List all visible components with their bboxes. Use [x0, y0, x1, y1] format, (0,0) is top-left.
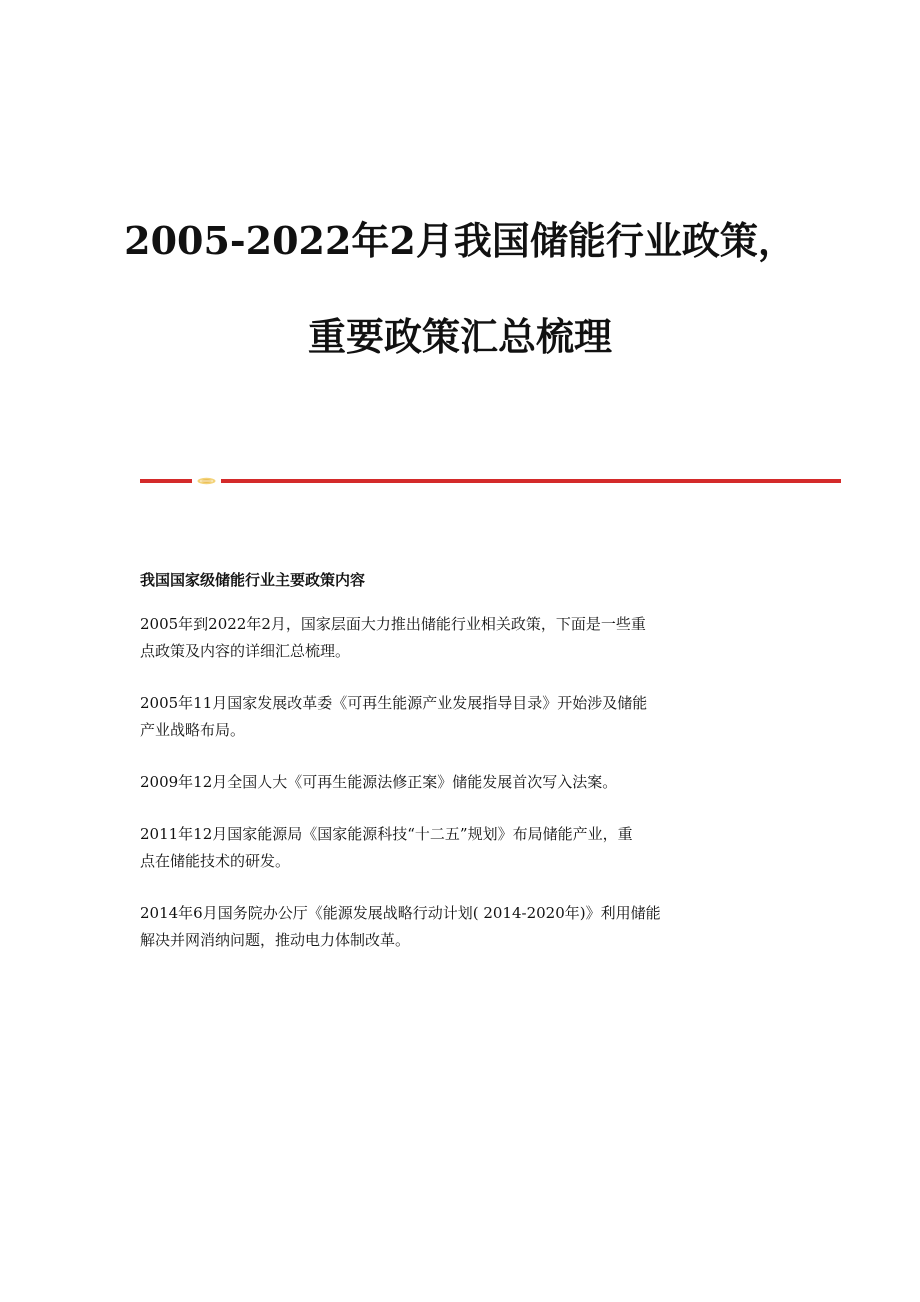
title-divider	[140, 477, 841, 485]
document-body	[140, 565, 790, 954]
paragraph-line: 2005年到2022年2月，国家层面大力推出储能行业相关政策，下面是一些重	[140, 615, 646, 633]
paragraph	[140, 690, 790, 744]
paragraph-line: 2009年12月全国人大《可再生能源法修正案》储能发展首次写入法案。	[140, 773, 618, 791]
divider-ornament-icon	[197, 477, 216, 485]
paragraph-line: 点政策及内容的详细汇总梳理。	[140, 642, 351, 660]
divider-bar-right	[221, 479, 841, 483]
paragraph-line: 产业战略布局。	[140, 721, 246, 739]
paragraph	[140, 611, 790, 665]
paragraph-line: 2011年12月国家能源局《国家能源科技“十二五”规划》布局储能产业，重	[140, 825, 633, 843]
paragraph	[140, 821, 790, 875]
paragraph-line: 解决并网消纳问题，推动电力体制改革。	[140, 931, 411, 949]
page-title-line-2: 重要政策汇总梳理	[307, 314, 612, 359]
paragraph	[140, 900, 790, 954]
paragraph	[140, 769, 790, 796]
page-title-line-1: 2005-2022年2月我国储能行业政策，	[124, 218, 796, 263]
paragraph-line: 2014年6月国务院办公厅《能源发展战略行动计划( 2014-2020年)》利用储能	[140, 904, 661, 922]
paragraph-line: 2005年11月国家发展改革委《可再生能源产业发展指导目录》开始涉及储能	[140, 694, 648, 712]
divider-bar-left	[140, 479, 192, 483]
paragraph-line: 点在储能技术的研发。	[140, 852, 291, 870]
section-heading: 我国国家级储能行业主要政策内容	[140, 571, 366, 589]
